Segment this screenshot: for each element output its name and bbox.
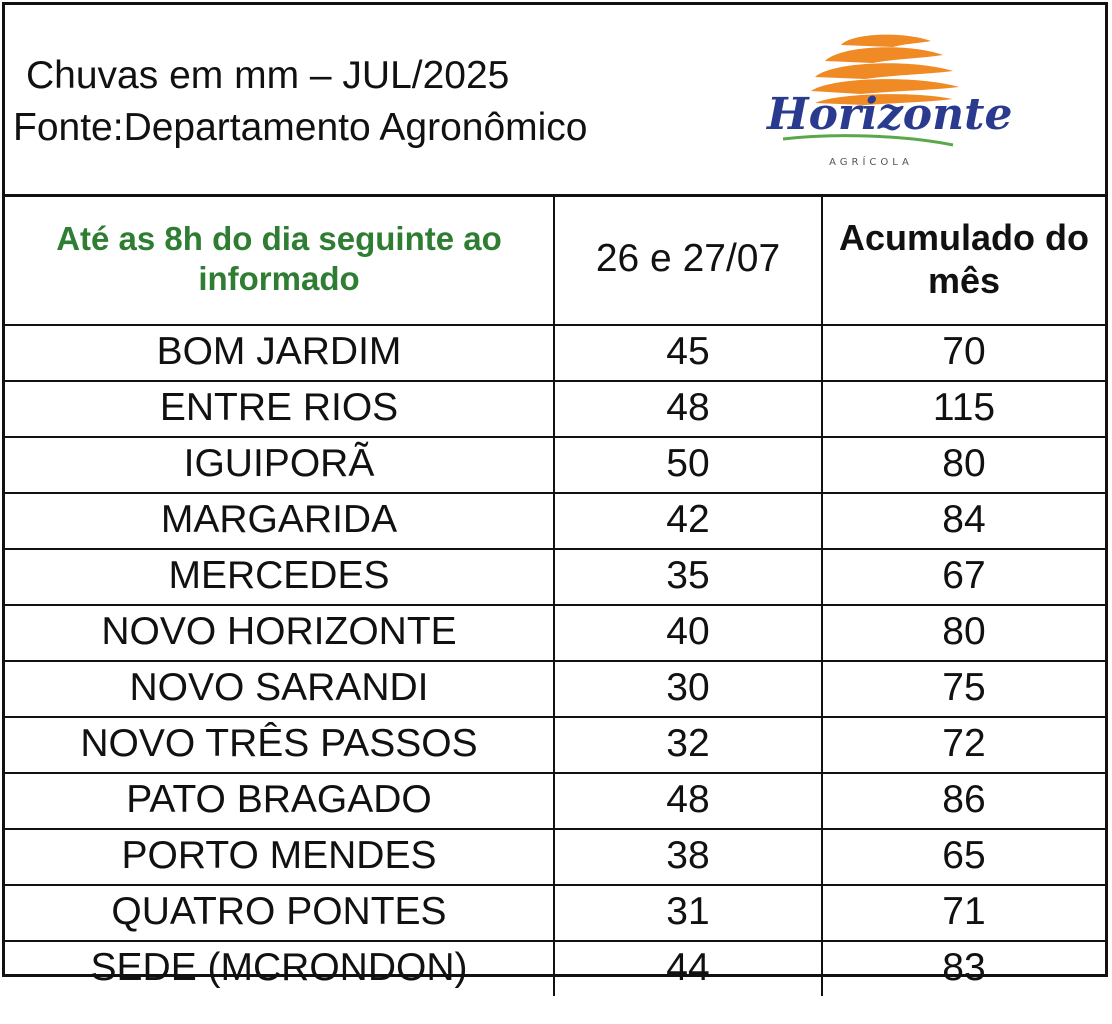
period-cell: 42 (554, 493, 822, 549)
accumulated-cell: 75 (822, 661, 1105, 717)
report-header (5, 5, 1105, 197)
period-cell: 44 (554, 941, 822, 996)
period-cell: 48 (554, 381, 822, 437)
accumulated-cell: 80 (822, 605, 1105, 661)
period-cell: 30 (554, 661, 822, 717)
table-row (5, 437, 1105, 493)
logo-wordmark: Horizonte (767, 89, 1013, 140)
location-cell: PORTO MENDES (5, 829, 554, 885)
rainfall-table (5, 194, 1105, 996)
accumulated-cell: 67 (822, 549, 1105, 605)
location-cell: BOM JARDIM (5, 325, 554, 381)
table-row (5, 829, 1105, 885)
column-header-period: 26 e 27/07 (554, 194, 822, 325)
table-row (5, 549, 1105, 605)
location-cell: IGUIPORÃ (5, 437, 554, 493)
report-source: Fonte:Departamento Agronômico (13, 106, 588, 149)
location-cell: PATO BRAGADO (5, 773, 554, 829)
period-cell: 38 (554, 829, 822, 885)
table-row (5, 605, 1105, 661)
accumulated-cell: 70 (822, 325, 1105, 381)
period-cell: 40 (554, 605, 822, 661)
table-row (5, 885, 1105, 941)
table-header-row (5, 194, 1105, 325)
table-row (5, 941, 1105, 996)
table-row (5, 325, 1105, 381)
location-cell: NOVO HORIZONTE (5, 605, 554, 661)
accumulated-cell: 71 (822, 885, 1105, 941)
location-cell: NOVO SARANDI (5, 661, 554, 717)
horizonte-logo (753, 27, 1013, 175)
accumulated-cell: 80 (822, 437, 1105, 493)
table-row (5, 493, 1105, 549)
period-cell: 31 (554, 885, 822, 941)
rainfall-report (2, 2, 1108, 989)
logo-tagline: AGRÍCOLA (829, 157, 913, 168)
location-cell: MARGARIDA (5, 493, 554, 549)
location-cell: MERCEDES (5, 549, 554, 605)
period-cell: 48 (554, 773, 822, 829)
table-row (5, 661, 1105, 717)
accumulated-cell: 83 (822, 941, 1105, 996)
location-cell: QUATRO PONTES (5, 885, 554, 941)
period-cell: 45 (554, 325, 822, 381)
column-header-location: Até as 8h do dia seguinte ao informado (5, 194, 554, 325)
location-cell: ENTRE RIOS (5, 381, 554, 437)
period-cell: 32 (554, 717, 822, 773)
accumulated-cell: 65 (822, 829, 1105, 885)
table-row (5, 381, 1105, 437)
period-cell: 50 (554, 437, 822, 493)
column-header-accumulated: Acumulado do mês (822, 194, 1105, 325)
table-row (5, 773, 1105, 829)
location-cell: SEDE (MCRONDON) (5, 941, 554, 996)
accumulated-cell: 72 (822, 717, 1105, 773)
table-row (5, 717, 1105, 773)
location-cell: NOVO TRÊS PASSOS (5, 717, 554, 773)
accumulated-cell: 115 (822, 381, 1105, 437)
accumulated-cell: 86 (822, 773, 1105, 829)
accumulated-cell: 84 (822, 493, 1105, 549)
period-cell: 35 (554, 549, 822, 605)
report-title: Chuvas em mm – JUL/2025 (26, 54, 510, 97)
